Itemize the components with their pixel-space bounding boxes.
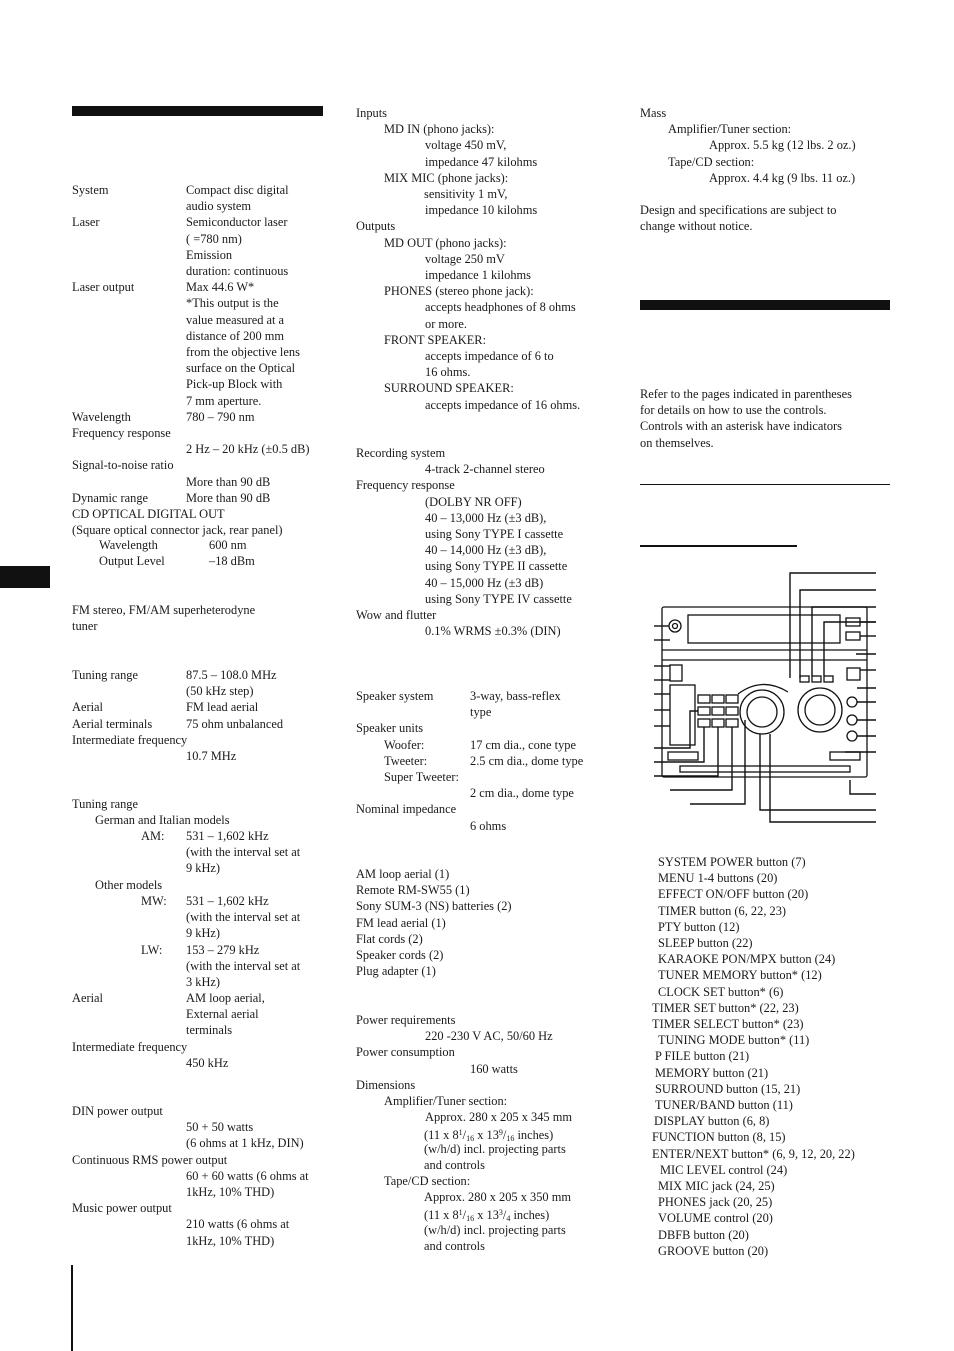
spec-label: Tweeter:	[384, 753, 428, 768]
dimension-part: inches)	[510, 1208, 550, 1222]
spec-value: 7 mm aperture.	[186, 393, 262, 408]
control-list-item: TUNER/BAND button (11)	[655, 1098, 793, 1112]
spec-value: 531 – 1,602 kHz	[186, 894, 269, 908]
spec-value: 3-way, bass-reflex	[470, 689, 561, 703]
spec-label: Frequency response	[72, 426, 171, 440]
spec-text: Wow and flutter	[356, 608, 437, 622]
control-list-item: MIX MIC jack (24, 25)	[658, 1179, 775, 1193]
spec-text: Frequency response	[356, 478, 455, 493]
dimension-part: 1	[458, 1128, 463, 1137]
spec-text: or more.	[425, 316, 467, 331]
spec-label: Music power output	[72, 1201, 172, 1216]
spec-label: Aerial terminals	[72, 716, 153, 731]
dimension-part: 16	[506, 1134, 515, 1143]
spec-text: voltage 250 mV	[425, 251, 505, 266]
spec-value: 9 kHz)	[186, 861, 221, 876]
spec-text: Approx. 280 x 205 x 345 mm	[425, 1110, 572, 1125]
spec-text: Tape/CD section:	[384, 1174, 471, 1188]
spec-value: 1kHz, 10% THD)	[186, 1185, 275, 1199]
spec-value: 9 kHz)	[186, 926, 221, 941]
spec-value: 17 cm dia., cone type	[470, 737, 576, 752]
dimension-part: 16	[466, 1134, 475, 1143]
spec-value: audio system	[186, 199, 252, 214]
spec-label: Tuning range	[72, 668, 138, 682]
dimension-part: 3	[498, 1208, 503, 1217]
intro-text: Controls with an asterisk have indicators	[640, 419, 842, 434]
spec-label: Wavelength	[72, 409, 131, 424]
spec-value: distance of 200 mm	[186, 328, 285, 343]
spec-label: German and Italian models	[95, 813, 230, 827]
control-list-item: MIC LEVEL control (24)	[660, 1162, 788, 1177]
front-panel-diagram	[650, 570, 880, 830]
spec-value: 2.5 cm dia., dome type	[470, 753, 584, 768]
intro-text: on themselves.	[640, 435, 714, 450]
spec-label: Laser	[72, 215, 100, 230]
spec-text: accepts headphones of 8 ohms	[425, 300, 576, 315]
spec-label: Speaker units	[356, 721, 424, 736]
spec-value: Semiconductor laser	[186, 215, 288, 230]
spec-label: Aerial	[72, 700, 103, 715]
spec-text: Outputs	[356, 219, 396, 234]
control-list-item: GROOVE button (20)	[658, 1243, 769, 1258]
spec-value: from the objective lens	[186, 345, 300, 359]
spec-value: 50 + 50 watts	[186, 1120, 254, 1135]
spec-label: Super Tweeter:	[384, 770, 459, 784]
fraction-slash: /	[502, 1128, 507, 1142]
dimension-part: x 13	[474, 1128, 499, 1142]
spec-text: MIX MIC (phone jacks):	[384, 170, 509, 185]
spec-text: 16 ohms.	[425, 365, 471, 380]
spec-text: Approx. 280 x 205 x 350 mm	[424, 1190, 571, 1204]
spec-label: Output Level	[99, 554, 165, 569]
spec-text: (DOLBY NR OFF)	[425, 494, 522, 509]
spec-text: and controls	[424, 1239, 485, 1254]
spec-value: 75 ohm unbalanced	[186, 716, 284, 731]
control-list-item: TIMER SELECT button* (23)	[652, 1017, 804, 1031]
control-list-item: ENTER/NEXT button* (6, 9, 12, 20, 22)	[652, 1146, 855, 1161]
spec-label: CD OPTICAL DIGITAL OUT	[72, 507, 225, 521]
spec-text: accepts impedance of 6 to	[425, 349, 554, 363]
spec-value: 1kHz, 10% THD)	[186, 1233, 275, 1248]
section-bar-controls	[640, 300, 890, 310]
control-list-item: FUNCTION button (8, 15)	[652, 1130, 786, 1145]
spec-value: (50 kHz step)	[186, 684, 254, 699]
spec-value: 6 ohms	[470, 818, 507, 833]
control-list-item: PHONES jack (20, 25)	[658, 1195, 773, 1210]
spec-text: Approx. 4.4 kg (9 lbs. 11 oz.)	[709, 170, 856, 185]
spec-label: Wavelength	[99, 538, 158, 552]
spec-text: 160 watts	[470, 1061, 518, 1076]
spec-value: 10.7 MHz	[186, 749, 237, 763]
control-list-item: P FILE button (21)	[655, 1049, 750, 1064]
spec-text: Recording system	[356, 446, 446, 460]
spec-value: 3 kHz)	[186, 975, 221, 989]
section-bar-specifications	[72, 106, 323, 116]
spec-value: 531 – 1,602 kHz	[186, 829, 269, 843]
spec-text: tuner	[72, 619, 98, 634]
spec-label: (Square optical connector jack, rear panel)	[72, 523, 283, 538]
spec-label: Laser output	[72, 280, 135, 295]
spec-text: Power requirements	[356, 1013, 456, 1027]
spec-value: type	[470, 705, 492, 720]
control-list-item: CLOCK SET button* (6)	[658, 984, 784, 999]
spec-text: MD OUT (phono jacks):	[384, 235, 507, 250]
spec-value: External aerial	[186, 1007, 259, 1022]
notice-text: Design and specifications are subject to	[640, 203, 837, 217]
spec-value: 2 cm dia., dome type	[470, 786, 574, 801]
spec-value: terminals	[186, 1023, 233, 1038]
spec-value: duration: continuous	[186, 264, 289, 278]
control-list-item: DBFB button (20)	[658, 1227, 749, 1242]
subsection-underline	[640, 545, 797, 547]
spec-text: SURROUND SPEAKER:	[384, 381, 514, 396]
dimension-part: 4	[506, 1214, 511, 1223]
intro-text: for details on how to use the controls.	[640, 403, 827, 418]
control-list-item: PTY button (12)	[658, 919, 740, 934]
spec-value: (6 ohms at 1 kHz, DIN)	[186, 1136, 304, 1151]
spec-text: Amplifier/Tuner section:	[384, 1094, 508, 1108]
accessory-item: Flat cords (2)	[356, 931, 423, 946]
spec-text: using Sony TYPE I cassette	[425, 527, 564, 541]
spec-text: 0.1% WRMS ±0.3% (DIN)	[425, 624, 561, 639]
spec-label: AM:	[141, 829, 165, 843]
control-list-item: TUNER MEMORY button* (12)	[658, 968, 822, 983]
spec-label: Intermediate frequency	[72, 732, 188, 747]
spec-value: FM lead aerial	[186, 700, 259, 715]
dimension-part: 1	[458, 1208, 463, 1217]
spec-label: Dynamic range	[72, 490, 149, 505]
accessory-item: Remote RM-SW55 (1)	[356, 883, 470, 898]
spec-text: Amplifier/Tuner section:	[668, 122, 792, 137]
spec-text: sensitivity 1 mV,	[424, 187, 508, 201]
spec-text: impedance 47 kilohms	[425, 154, 538, 169]
control-list-item: TIMER SET button* (22, 23)	[652, 1000, 799, 1015]
spec-text: MD IN (phono jacks):	[384, 122, 495, 137]
spec-text: (w/h/d) incl. projecting parts	[424, 1142, 566, 1156]
control-list-item: VOLUME control (20)	[658, 1211, 773, 1226]
fraction-slash: /	[462, 1128, 467, 1142]
spec-text: 40 – 15,000 Hz (±3 dB)	[425, 575, 544, 590]
spec-text: Inputs	[356, 106, 387, 120]
spec-label: Nominal impedance	[356, 802, 457, 817]
spec-text: impedance 1 kilohms	[425, 268, 531, 282]
dimension-part: inches)	[514, 1128, 554, 1142]
spec-value: (with the interval set at	[186, 958, 301, 973]
spec-value: 153 – 279 kHz	[186, 942, 260, 957]
spec-value: 210 watts (6 ohms at	[186, 1217, 290, 1232]
dimension-part: (11 x 8	[424, 1208, 459, 1222]
spec-label: Woofer:	[384, 737, 425, 752]
spec-value: More than 90 dB	[186, 474, 271, 489]
spec-value: value measured at a	[186, 312, 285, 327]
accessory-item: FM lead aerial (1)	[356, 915, 446, 930]
spec-value: *This output is the	[186, 296, 279, 311]
accessory-item: Speaker cords (2)	[356, 948, 444, 962]
spec-label: MW:	[141, 894, 167, 908]
spec-text: using Sony TYPE II cassette	[425, 559, 568, 574]
spec-text: Tape/CD section:	[668, 154, 755, 169]
spec-label: DIN power output	[72, 1104, 163, 1118]
spec-label: Speaker system	[356, 689, 434, 703]
spec-text: Approx. 5.5 kg (12 lbs. 2 oz.)	[709, 138, 856, 153]
spec-value: ( =780 nm)	[186, 231, 242, 246]
control-list-item: EFFECT ON/OFF button (20)	[658, 887, 809, 902]
dimension-part: 9	[498, 1128, 503, 1137]
spec-label: Intermediate frequency	[72, 1039, 188, 1054]
spec-text: FRONT SPEAKER:	[384, 332, 487, 347]
spec-text: and controls	[424, 1158, 485, 1173]
spec-text: (w/h/d) incl. projecting parts	[424, 1223, 566, 1237]
spec-text: voltage 450 mV,	[425, 138, 507, 153]
spec-value: Pick-up Block with	[186, 377, 283, 392]
spec-value: AM loop aerial,	[186, 991, 265, 1005]
spec-value: 600 nm	[209, 538, 247, 552]
spec-value: 450 kHz	[186, 1055, 229, 1070]
spec-label: System	[72, 183, 109, 197]
page-tab-marker	[0, 566, 50, 588]
spec-text: 40 – 13,000 Hz (±3 dB),	[425, 510, 547, 525]
spec-text: using Sony TYPE IV cassette	[425, 591, 572, 606]
spec-label: Aerial	[72, 991, 103, 1005]
spec-text: accepts impedance of 16 ohms.	[425, 397, 581, 412]
spec-label: Signal-to-noise ratio	[72, 458, 174, 473]
spec-value: Max 44.6 W*	[186, 280, 255, 295]
spec-text: 220 -230 V AC, 50/60 Hz	[425, 1029, 553, 1044]
spec-value: surface on the Optical	[186, 361, 296, 376]
spec-text: PHONES (stereo phone jack):	[384, 284, 534, 299]
spec-value: –18 dBm	[209, 554, 255, 569]
spec-label: LW:	[141, 942, 163, 957]
spec-text: impedance 10 kilohms	[425, 203, 538, 218]
intro-text: Refer to the pages indicated in parentheses	[640, 387, 852, 401]
spec-text: Power consumption	[356, 1045, 455, 1060]
spec-value: 780 – 790 nm	[186, 409, 255, 424]
accessory-item: Plug adapter (1)	[356, 964, 436, 979]
dimension-part: (11 x 8	[424, 1128, 459, 1142]
accessory-item: Sony SUM-3 (NS) batteries (2)	[356, 899, 512, 914]
control-list-item: SURROUND button (15, 21)	[655, 1081, 801, 1096]
control-list-item: SYSTEM POWER button (7)	[658, 855, 806, 869]
spec-label: Tuning range	[72, 797, 138, 811]
dimension-part: x 13	[474, 1208, 499, 1222]
margin-line	[71, 1265, 73, 1351]
spec-text: Mass	[640, 106, 667, 120]
spec-text: Dimensions	[356, 1077, 416, 1092]
control-list-item: TIMER button (6, 22, 23)	[658, 903, 787, 918]
control-list-item: MENU 1-4 buttons (20)	[658, 871, 778, 886]
spec-value: (with the interval set at	[186, 845, 301, 860]
spec-value: Compact disc digital	[186, 183, 289, 197]
spec-value: Emission	[186, 247, 233, 262]
control-list-item: SLEEP button (22)	[658, 936, 753, 950]
divider-line	[640, 484, 890, 485]
control-list-item: KARAOKE PON/MPX button (24)	[658, 952, 836, 967]
spec-label: Continuous RMS power output	[72, 1152, 228, 1167]
control-list-item: MEMORY button (21)	[655, 1065, 769, 1080]
spec-value: 2 Hz – 20 kHz (±0.5 dB)	[186, 442, 310, 457]
accessory-item: AM loop aerial (1)	[356, 867, 450, 881]
control-list-item: DISPLAY button (6, 8)	[654, 1114, 770, 1129]
spec-label: Other models	[95, 878, 163, 892]
spec-value: (with the interval set at	[186, 910, 301, 925]
spec-text: 4-track 2-channel stereo	[425, 462, 545, 477]
spec-value: 60 + 60 watts (6 ohms at	[186, 1168, 309, 1183]
notice-text: change without notice.	[640, 219, 753, 234]
spec-text: 40 – 14,000 Hz (±3 dB),	[425, 543, 547, 558]
spec-value: More than 90 dB	[186, 490, 271, 505]
control-list-item: TUNING MODE button* (11)	[658, 1033, 810, 1048]
spec-text: FM stereo, FM/AM superheterodyne	[72, 603, 256, 617]
fraction-slash: /	[502, 1208, 507, 1222]
dimension-part: 16	[466, 1214, 475, 1223]
spec-value: 87.5 – 108.0 MHz	[186, 668, 277, 682]
fraction-slash: /	[462, 1208, 467, 1222]
